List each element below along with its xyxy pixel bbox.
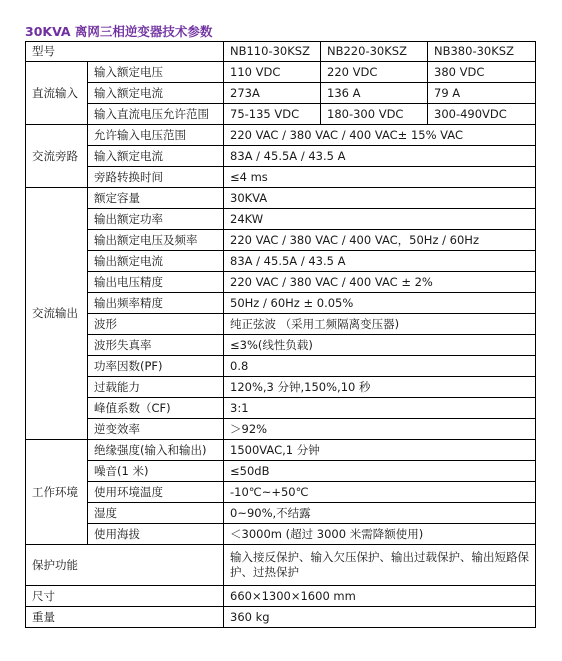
- table-row: [26, 251, 536, 272]
- param-cell: 输出频率精度: [88, 293, 224, 314]
- value-cell: 30KVA: [224, 188, 536, 209]
- table-row: [26, 62, 536, 83]
- param-cell: 输出额定功率: [88, 209, 224, 230]
- value-cell: ＜3000m (超过 3000 米需降额使用): [224, 524, 536, 545]
- value-cell: 纯正弦波 （采用工频隔离变压器): [224, 314, 536, 335]
- value-cell: 50Hz / 60Hz ± 0.05%: [224, 293, 536, 314]
- table-row: [26, 230, 536, 251]
- table-row: [26, 440, 536, 461]
- table-row: [26, 503, 536, 524]
- value-cell: 110 VDC: [224, 62, 321, 83]
- value-cell: 79 A: [428, 83, 536, 104]
- table-row: [26, 398, 536, 419]
- table-row: [26, 167, 536, 188]
- category-cell: 交流旁路: [26, 125, 88, 188]
- param-cell: 输入额定电压: [88, 62, 224, 83]
- category-cell: 直流输入: [26, 62, 88, 125]
- value-cell: 273A: [224, 83, 321, 104]
- param-cell: 波形: [88, 314, 224, 335]
- table-row: [26, 461, 536, 482]
- table-row: [26, 377, 536, 398]
- value-cell: 136 A: [321, 83, 428, 104]
- param-cell: 输入直流电压允许范围: [88, 104, 224, 125]
- value-cell: ＞92%: [224, 419, 536, 440]
- table-row: [26, 314, 536, 335]
- category-cell: 尺寸: [26, 586, 224, 607]
- table-row: [26, 293, 536, 314]
- table-row: [26, 272, 536, 293]
- value-cell: 83A / 45.5A / 43.5 A: [224, 146, 536, 167]
- param-cell: 输入额定电流: [88, 146, 224, 167]
- value-cell: 180-300 VDC: [321, 104, 428, 125]
- table-row: [26, 104, 536, 125]
- param-cell: 额定容量: [88, 188, 224, 209]
- table-row: [26, 524, 536, 545]
- value-cell: 220 VDC: [321, 62, 428, 83]
- table-row: [26, 586, 536, 607]
- category-cell: 工作环境: [26, 440, 88, 545]
- value-cell: 0~90%,不结露: [224, 503, 536, 524]
- param-cell: 使用环境温度: [88, 482, 224, 503]
- value-cell: 0.8: [224, 356, 536, 377]
- table-row: [26, 607, 536, 628]
- param-cell: 过载能力: [88, 377, 224, 398]
- param-cell: 输出电压精度: [88, 272, 224, 293]
- table-row: [26, 125, 536, 146]
- value-cell: 3:1: [224, 398, 536, 419]
- param-cell: 绝缘强度(输入和输出): [88, 440, 224, 461]
- value-cell: 75-135 VDC: [224, 104, 321, 125]
- table-row: [26, 146, 536, 167]
- param-cell: 功率因数(PF): [88, 356, 224, 377]
- category-cell: 保护功能: [26, 545, 224, 586]
- param-cell: 逆变效率: [88, 419, 224, 440]
- table-row: [26, 209, 536, 230]
- value-cell: 120%,3 分钟,150%,10 秒: [224, 377, 536, 398]
- table-row: [26, 482, 536, 503]
- param-cell: 旁路转换时间: [88, 167, 224, 188]
- table-row: [26, 83, 536, 104]
- value-cell: 220 VAC / 380 VAC / 400 VAC，50Hz / 60Hz: [224, 230, 536, 251]
- value-cell: ≤50dB: [224, 461, 536, 482]
- table-row: [26, 356, 536, 377]
- value-cell: ≤3%(线性负载): [224, 335, 536, 356]
- param-cell: 允许输入电压范围: [88, 125, 224, 146]
- table-row: [26, 188, 536, 209]
- value-cell: 24KW: [224, 209, 536, 230]
- model-name: NB220-30KSZ: [321, 42, 428, 62]
- param-cell: 噪音(1 米): [88, 461, 224, 482]
- param-cell: 峰值系数（CF): [88, 398, 224, 419]
- value-cell: 660×1300×1600 mm: [224, 586, 536, 607]
- value-cell: 220 VAC / 380 VAC / 400 VAC± 15% VAC: [224, 125, 536, 146]
- param-cell: 湿度: [88, 503, 224, 524]
- spec-table: [25, 41, 536, 628]
- value-cell: 1500VAC,1 分钟: [224, 440, 536, 461]
- value-cell: 83A / 45.5A / 43.5 A: [224, 251, 536, 272]
- param-cell: 输入额定电流: [88, 83, 224, 104]
- table-row: [26, 335, 536, 356]
- model-name: NB380-30KSZ: [428, 42, 536, 62]
- param-cell: 波形失真率: [88, 335, 224, 356]
- param-cell: 输出额定电压及频率: [88, 230, 224, 251]
- table-row: [26, 42, 536, 62]
- table-row: [26, 419, 536, 440]
- category-cell: 交流输出: [26, 188, 88, 440]
- page-title: 30KVA 离网三相逆变器技术参数: [25, 24, 213, 39]
- value-cell: -10℃~+50℃: [224, 482, 536, 503]
- model-label: 型号: [26, 42, 224, 62]
- value-cell: 380 VDC: [428, 62, 536, 83]
- value-cell: ≤4 ms: [224, 167, 536, 188]
- category-cell: 重量: [26, 607, 224, 628]
- value-cell: 输入接反保护、输入欠压保护、输出过载保护、输出短路保护、过热保护: [224, 545, 536, 586]
- table-row: [26, 545, 536, 586]
- value-cell: 360 kg: [224, 607, 536, 628]
- model-name: NB110-30KSZ: [224, 42, 321, 62]
- param-cell: 输出额定电流: [88, 251, 224, 272]
- param-cell: 使用海拔: [88, 524, 224, 545]
- value-cell: 300-490VDC: [428, 104, 536, 125]
- value-cell: 220 VAC / 380 VAC / 400 VAC ± 2%: [224, 272, 536, 293]
